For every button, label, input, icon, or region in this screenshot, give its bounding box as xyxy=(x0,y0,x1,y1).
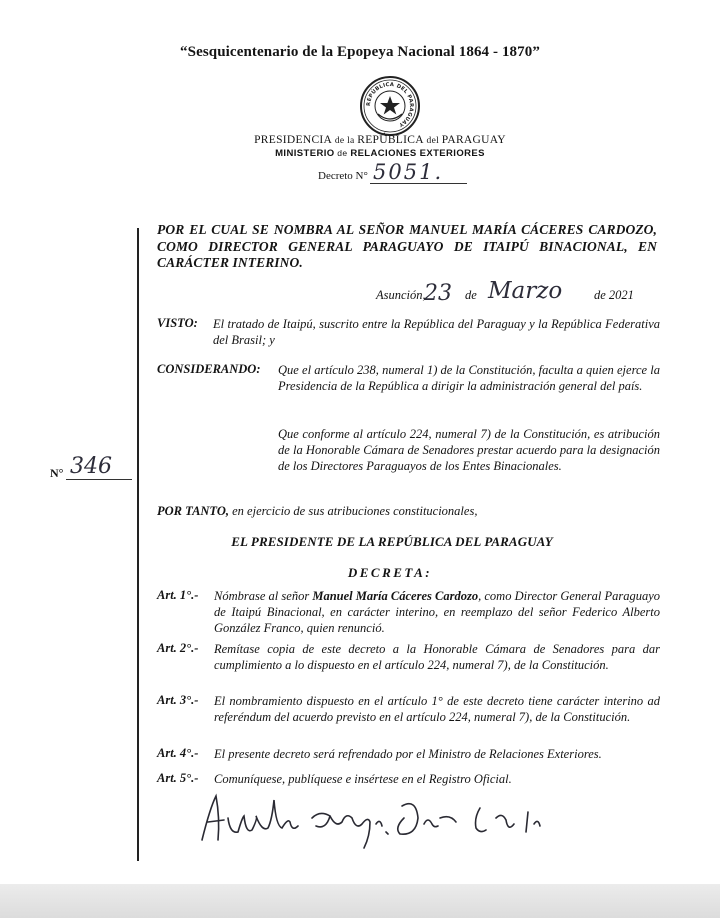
decreto-number: 5051. xyxy=(370,161,467,184)
considerando-paragraph-2: Que conforme al artículo 224, numeral 7) de la Constitución, es atribución de la Honorable Cámara de Senadores prestar acuerdo para la designación de los Directores Paraguayos de los Entes Binacionales. xyxy=(278,427,660,473)
article-1-label: Art. 1°.- xyxy=(157,588,199,602)
seal-text: REPÚBLICA DEL PARAGUAY xyxy=(365,81,415,128)
article-4-label: Art. 4°.- xyxy=(157,746,199,760)
margin-number-value: 346 xyxy=(66,455,132,480)
considerando-label: CONSIDERANDO: xyxy=(157,362,261,376)
decree-title: POR EL CUAL SE NOMBRA AL SEÑOR MANUEL MARÍA CÁCERES CARDOZO, COMO DIRECTOR GENERAL PARAGUAYO DE ITAIPÚ BINACIONAL, EN CARÁCTER INTERINO. xyxy=(157,222,657,270)
page-edge-shadow xyxy=(0,884,720,918)
article-5-label: Art. 5°.- xyxy=(157,771,199,785)
visto-label: VISTO: xyxy=(157,316,198,330)
presidente-heading: EL PRESIDENTE DE LA REPÚBLICA DEL PARAGUAY xyxy=(231,534,553,549)
date-month: Marzo xyxy=(488,278,563,304)
article-1-text: Nómbrase al señor Manuel María Cáceres Cardozo, como Director General Paraguayo de Itaipú Binacional, en carácter interino, en reemplazo del señor Federico Alberto González Franco, quien renunció. xyxy=(214,589,660,635)
national-seal-icon xyxy=(358,74,422,138)
date-day: 23 xyxy=(424,281,452,306)
por-tanto-label: POR TANTO, xyxy=(157,504,229,518)
article-5-text: Comuníquese, publíquese e insértese en el Registro Oficial. xyxy=(214,772,512,786)
decreto-label: Decreto N° xyxy=(318,170,368,182)
appointee-name: Manuel María Cáceres Cardozo xyxy=(312,589,479,603)
considerando-paragraph-1: Que el artículo 238, numeral 1) de la Constitución, faculta a quien ejerce la Presidencia de la República a dirigir la administración general del país. xyxy=(278,363,660,393)
ministerio-heading: MINISTERIO de RELACIONES EXTERIORES xyxy=(275,148,485,159)
article-2-text: Remítase copia de este decreto a la Honorable Cámara de Senadores para dar cumplimiento a lo dispuesto en el artículo 224, numeral 7), de la Constitución. xyxy=(214,642,660,672)
margin-number-label: N° xyxy=(50,466,64,480)
visto-text: El tratado de Itaipú, suscrito entre la República del Paraguay y la República Federativa del Brasil; y xyxy=(213,317,660,347)
decreta-heading: DECRETA: xyxy=(347,565,433,580)
article-3-text: El nombramiento dispuesto en el artículo 1° de este decreto tiene carácter interino ad referéndum del acuerdo previsto en el artículo 224, numeral 7), de la Constitución. xyxy=(214,694,660,724)
signature xyxy=(180,788,580,858)
article-3-label: Art. 3°.- xyxy=(157,693,199,707)
article-4-text: El presente decreto será refrendado por el Ministro de Relaciones Exteriores. xyxy=(214,747,602,761)
motto-header: “Sesquicentenario de la Epopeya Nacional 1864 - 1870” xyxy=(180,44,540,60)
article-2-label: Art. 2°.- xyxy=(157,641,199,655)
decreto-number-line xyxy=(318,160,444,184)
presidencia-heading: PRESIDENCIA de la REPÚBLICA del PARAGUAY xyxy=(254,134,506,146)
por-tanto: POR TANTO, en ejercicio de sus atribuciones constitucionales, xyxy=(157,504,478,518)
